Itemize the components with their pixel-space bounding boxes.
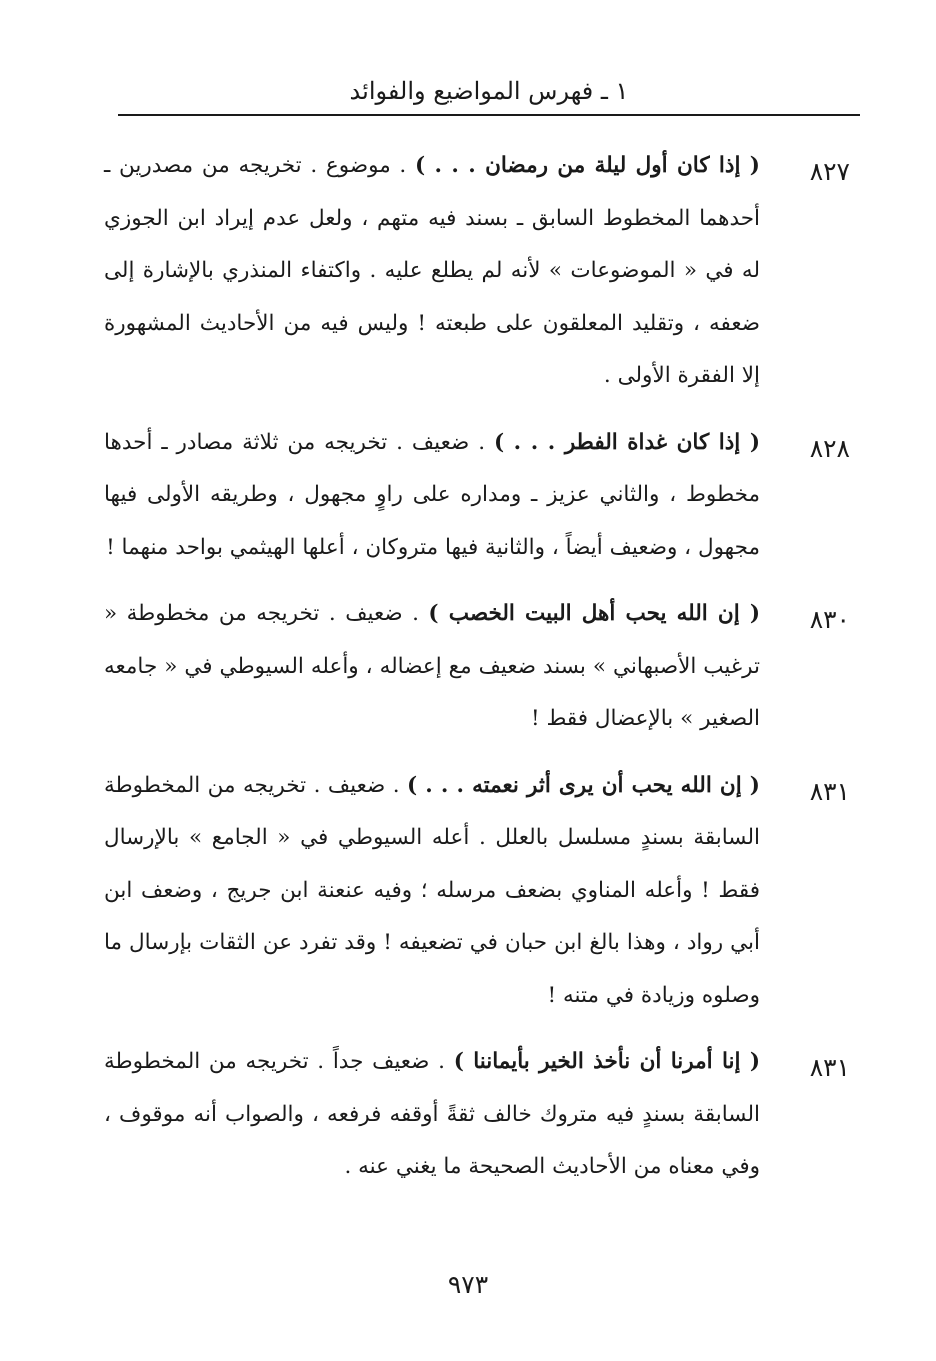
hadith-title: ( إن الله يحب أهل البيت الخصب ) <box>428 601 760 626</box>
hadith-title: ( إذا كان أول ليلة من رمضان . . . ) <box>414 153 760 178</box>
entry-text: . ضعيف . تخريجه من مخطوطة « ترغيب الأصبهاني » بسند ضعيف مع إعضاله ، وأعله السيوطي في « جامعه الصغير » بالإعضال فقط ! <box>104 601 760 731</box>
entry-text: . موضوع . تخريجه من مصدرين ـ أحدهما المخطوط السابق ـ بسند فيه متهم ، ولعل عدم إيراد ابن الجوزي له في « الموضوعات » لأنه لم يطلع عليه . واكتفاء المنذري بالإشارة إلى ضعفه ، وتقليد المعلقون على طبعته ! وليس فيه من الأحاديث المشهورة إلا الفقرة الأولى . <box>104 153 760 388</box>
hadith-title: ( إن الله يحب أن يرى أثر نعمته . . . ) <box>407 772 760 798</box>
entry-text: . ضعيف . تخريجه من المخطوطة السابقة بسندٍ مسلسل بالعلل . أعله السيوطي في « الجامع » بالإرسال فقط ! وأعله المناوي بضعف مرسله ؛ وفيه عنعنة ابن جريج ، وضعف ابن أبي رواد ، وهذا بالغ ابن حبان في تضعيفه ! وقد تفرد عن الثقات بإرسال ما وصلوه وزيادة في متنه ! <box>104 772 760 1008</box>
entry-text: . ضعيف جداً . تخريجه من المخطوطة السابقة بسندٍ فيه متروك خالف ثقةً أوقفه فرفعه ، والصواب أنه موقوف ، وفي معناه من الأحاديث الصحيحة ما يغني عنه . <box>104 1049 760 1179</box>
page-number: ٩٧٣ <box>447 1270 489 1299</box>
entry-text: . ضعيف . تخريجه من ثلاثة مصادر ـ أحدها مخطوط ، والثاني عزيز ـ ومداره على راوٍ مجهول ، وطريقه الأولى فيها مجهول ، وضعيف أيضاً ، والثانية فيها متروكان ، أعلها الهيثمي بواحد منهما ! <box>104 429 760 560</box>
header-rule <box>118 114 860 116</box>
entry-827 <box>0 140 936 403</box>
entry-number: ٨٢٧ <box>809 157 850 186</box>
entry-number: ٨٣١ <box>809 776 850 806</box>
running-title: ١ ـ فهرس المواضيع والفوائد <box>349 77 629 105</box>
entry-list <box>0 140 936 1208</box>
entry-body <box>104 140 760 403</box>
entry-number: ٨٣٠ <box>809 605 850 634</box>
entry-828 <box>0 417 936 575</box>
hadith-title: ( إنا أمرنا أن نأخذ الخير بأيماننا ) <box>453 1049 760 1074</box>
entry-831-a <box>0 760 936 1023</box>
entry-830 <box>0 588 936 746</box>
entry-number: ٨٣١ <box>809 1053 850 1082</box>
entry-body <box>104 588 760 746</box>
entry-body <box>104 760 760 1023</box>
entry-831-b <box>0 1036 936 1194</box>
entry-body <box>104 1036 760 1194</box>
entry-body <box>104 417 760 575</box>
hadith-title: ( إذا كان غداة الفطر . . . ) <box>493 429 760 455</box>
entry-number: ٨٢٨ <box>809 433 850 463</box>
